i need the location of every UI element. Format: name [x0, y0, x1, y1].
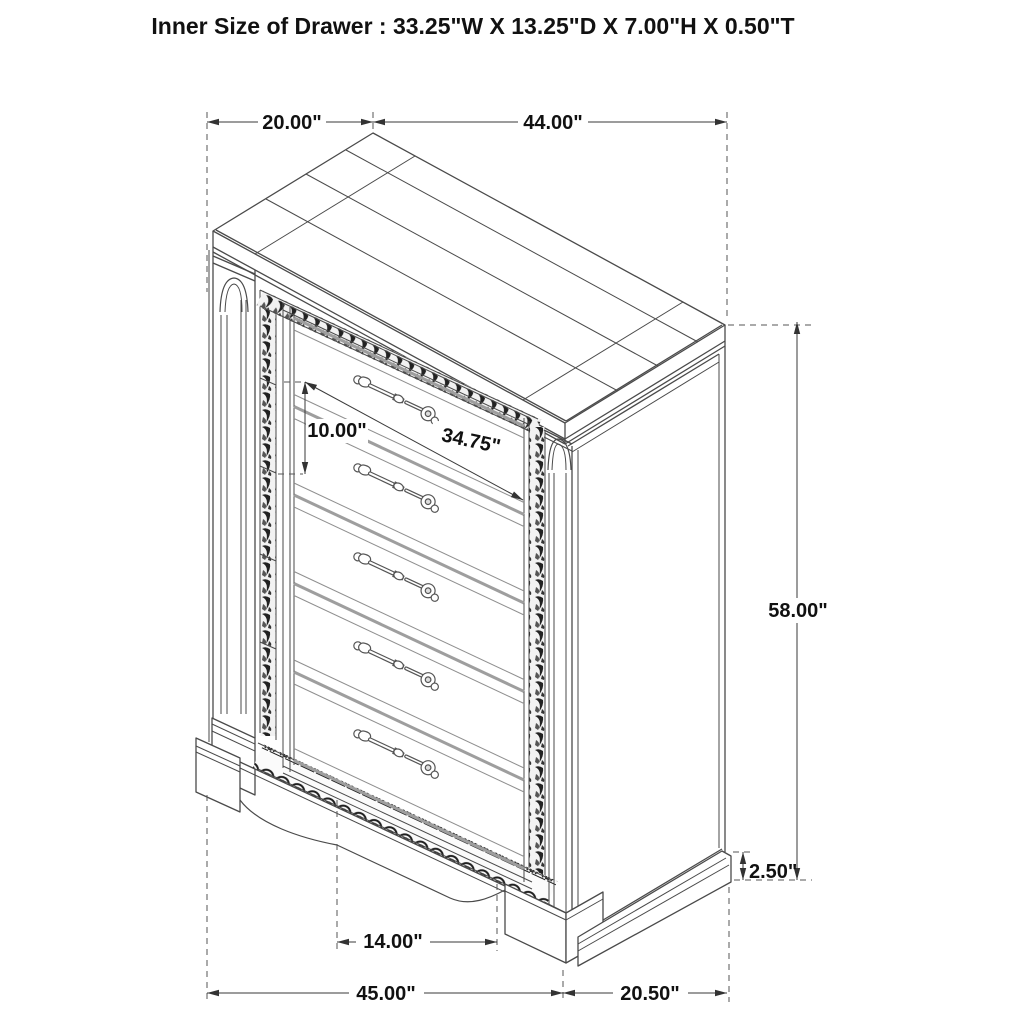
right-pilaster — [544, 430, 572, 936]
left-pilaster — [209, 250, 255, 795]
label-top-width: 44.00" — [523, 112, 583, 134]
chest-illustration — [196, 133, 731, 966]
side-panel — [568, 346, 725, 935]
label-height: 58.00" — [768, 600, 828, 622]
label-base: 2.50" — [749, 861, 798, 883]
label-foot: 14.00" — [363, 931, 423, 953]
label-width: 45.00" — [356, 983, 416, 1005]
label-drawer-h: 10.00" — [307, 420, 367, 442]
drawing-title: Inner Size of Drawer : 33.25"W X 13.25"D X 7.00"H X 0.50"T — [151, 13, 795, 39]
label-drawer-w: 34.75" — [439, 424, 503, 459]
label-depth: 20.50" — [620, 983, 680, 1005]
label-top-depth: 20.00" — [262, 112, 322, 134]
